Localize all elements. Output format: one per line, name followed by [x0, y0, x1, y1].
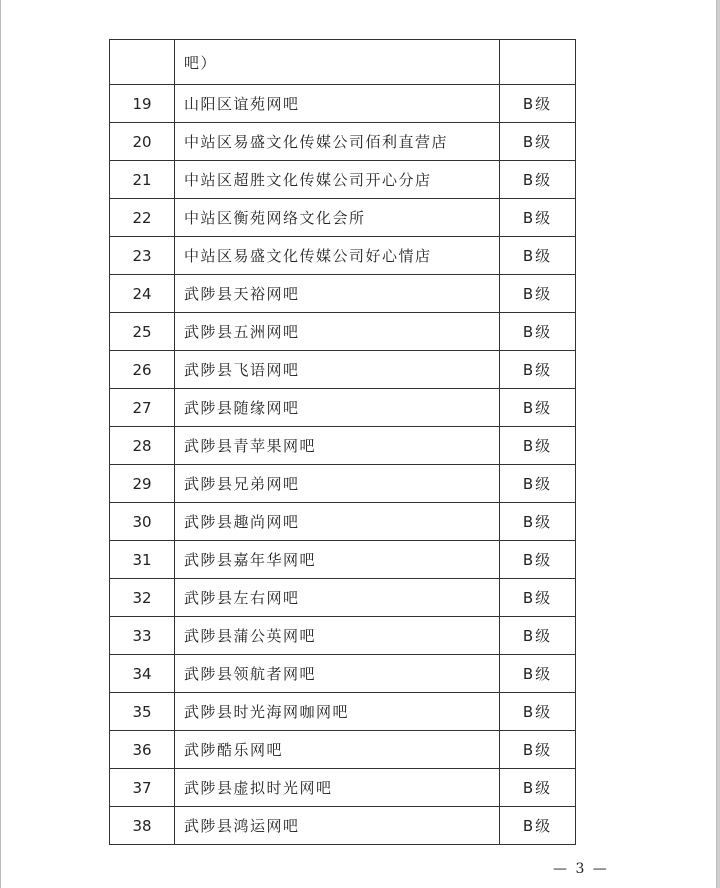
venue-name: 武陟县虚拟时光网吧 [175, 769, 500, 807]
venue-name: 武陟县时光海网咖网吧 [175, 693, 500, 731]
venue-grade: B级 [500, 769, 576, 807]
row-number: 25 [110, 313, 175, 351]
venue-grade: B级 [500, 731, 576, 769]
row-number: 30 [110, 503, 175, 541]
venue-name: 武陟县五洲网吧 [175, 313, 500, 351]
row-number: 29 [110, 465, 175, 503]
venue-name: 武陟县趣尚网吧 [175, 503, 500, 541]
row-number: 24 [110, 275, 175, 313]
table-row [110, 40, 576, 85]
table-row [110, 161, 576, 199]
venue-name: 武陟县天裕网吧 [175, 275, 500, 313]
row-number: 36 [110, 731, 175, 769]
venue-grade: B级 [500, 579, 576, 617]
row-number: 20 [110, 123, 175, 161]
table-row [110, 541, 576, 579]
row-number: 33 [110, 617, 175, 655]
row-number: 23 [110, 237, 175, 275]
table-row [110, 313, 576, 351]
venue-grade: B级 [500, 427, 576, 465]
venue-name: 山阳区谊苑网吧 [175, 85, 500, 123]
row-number [110, 40, 175, 85]
venue-name: 武陟县随缘网吧 [175, 389, 500, 427]
venue-grade: B级 [500, 237, 576, 275]
venue-name: 武陟县兄弟网吧 [175, 465, 500, 503]
row-number: 21 [110, 161, 175, 199]
venue-name: 中站区超胜文化传媒公司开心分店 [175, 161, 500, 199]
table-row [110, 465, 576, 503]
row-number: 28 [110, 427, 175, 465]
venue-grade: B级 [500, 617, 576, 655]
venue-grade: B级 [500, 807, 576, 845]
table-row [110, 655, 576, 693]
row-number: 38 [110, 807, 175, 845]
venue-name: 武陟县飞语网吧 [175, 351, 500, 389]
venue-name: 武陟县嘉年华网吧 [175, 541, 500, 579]
row-number: 31 [110, 541, 175, 579]
table-row [110, 85, 576, 123]
venue-grade: B级 [500, 541, 576, 579]
table-row [110, 351, 576, 389]
venue-grade: B级 [500, 351, 576, 389]
table-row [110, 389, 576, 427]
venue-grade: B级 [500, 693, 576, 731]
row-number: 32 [110, 579, 175, 617]
venue-grade: B级 [500, 123, 576, 161]
venue-grade: B级 [500, 275, 576, 313]
row-number: 35 [110, 693, 175, 731]
table-row [110, 503, 576, 541]
table-row [110, 275, 576, 313]
venue-name: 吧） [175, 40, 500, 85]
venue-name: 中站区易盛文化传媒公司佰利直营店 [175, 123, 500, 161]
venue-name: 武陟县青苹果网吧 [175, 427, 500, 465]
table-row [110, 427, 576, 465]
table-row [110, 199, 576, 237]
venue-name: 武陟县鸿运网吧 [175, 807, 500, 845]
venue-grade: B级 [500, 313, 576, 351]
venue-name: 中站区易盛文化传媒公司好心情店 [175, 237, 500, 275]
row-number: 37 [110, 769, 175, 807]
table-row [110, 693, 576, 731]
venue-grade: B级 [500, 85, 576, 123]
row-number: 26 [110, 351, 175, 389]
venue-name: 中站区衡苑网络文化会所 [175, 199, 500, 237]
venue-grade: B级 [500, 161, 576, 199]
table-row [110, 237, 576, 275]
venue-grade [500, 40, 576, 85]
page-number: — 3 — [553, 861, 609, 877]
table-row [110, 617, 576, 655]
venue-grade: B级 [500, 655, 576, 693]
table-row [110, 769, 576, 807]
venue-name: 武陟县左右网吧 [175, 579, 500, 617]
venue-name: 武陟酷乐网吧 [175, 731, 500, 769]
venue-name: 武陟县领航者网吧 [175, 655, 500, 693]
venue-grade: B级 [500, 389, 576, 427]
venue-name: 武陟县蒲公英网吧 [175, 617, 500, 655]
row-number: 22 [110, 199, 175, 237]
row-number: 27 [110, 389, 175, 427]
table-row [110, 731, 576, 769]
venue-grade: B级 [500, 503, 576, 541]
table-row [110, 579, 576, 617]
table-row [110, 123, 576, 161]
table-row [110, 807, 576, 845]
venue-table [109, 39, 576, 845]
row-number: 19 [110, 85, 175, 123]
row-number: 34 [110, 655, 175, 693]
venue-grade: B级 [500, 199, 576, 237]
venue-grade: B级 [500, 465, 576, 503]
